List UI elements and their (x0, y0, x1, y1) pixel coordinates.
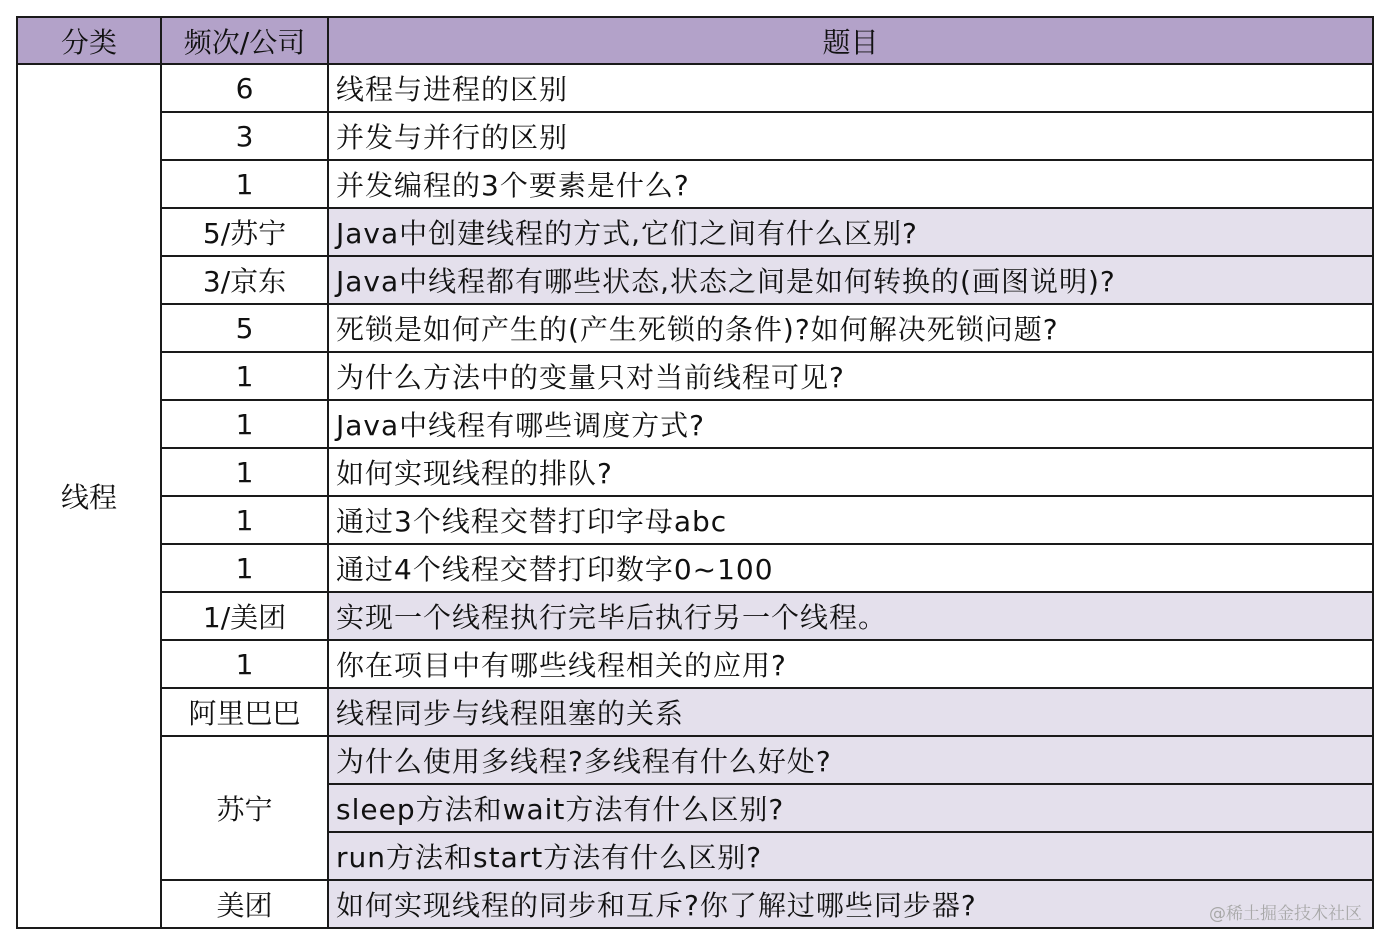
question-cell: Java中线程都有哪些状态,状态之间是如何转换的(画图说明)? (328, 256, 1373, 304)
table-row (17, 256, 1373, 304)
table-row (17, 544, 1373, 592)
table-row (17, 736, 1373, 784)
question-cell: 通过4个线程交替打印数字0~100 (328, 544, 1373, 592)
table-row (17, 448, 1373, 496)
question-cell: 线程同步与线程阻塞的关系 (328, 688, 1373, 736)
table-row (17, 400, 1373, 448)
question-cell: 为什么使用多线程?多线程有什么好处? (328, 736, 1373, 784)
question-cell: 并发与并行的区别 (328, 112, 1373, 160)
frequency-cell: 1/美团 (161, 592, 328, 640)
frequency-cell: 5/苏宁 (161, 208, 328, 256)
header-row (17, 17, 1373, 64)
header-question: 题目 (328, 17, 1373, 64)
frequency-cell: 美团 (161, 880, 328, 928)
question-cell: Java中创建线程的方式,它们之间有什么区别? (328, 208, 1373, 256)
question-cell: 通过3个线程交替打印字母abc (328, 496, 1373, 544)
question-cell: 并发编程的3个要素是什么? (328, 160, 1373, 208)
frequency-cell: 1 (161, 352, 328, 400)
question-cell: 死锁是如何产生的(产生死锁的条件)?如何解决死锁问题? (328, 304, 1373, 352)
table-row (17, 304, 1373, 352)
frequency-cell: 5 (161, 304, 328, 352)
frequency-cell: 阿里巴巴 (161, 688, 328, 736)
table-row (17, 112, 1373, 160)
table-row (17, 880, 1373, 928)
question-cell: 线程与进程的区别 (328, 64, 1373, 112)
question-cell: sleep方法和wait方法有什么区别? (328, 784, 1373, 832)
table-row (17, 592, 1373, 640)
question-cell: 你在项目中有哪些线程相关的应用? (328, 640, 1373, 688)
header-category: 分类 (17, 17, 161, 64)
frequency-cell: 6 (161, 64, 328, 112)
table-row (17, 64, 1373, 112)
category-cell: 线程 (17, 64, 161, 928)
question-cell: 如何实现线程的同步和互斥?你了解过哪些同步器? (328, 880, 1373, 928)
table-row (17, 688, 1373, 736)
question-cell: 为什么方法中的变量只对当前线程可见? (328, 352, 1373, 400)
table-row (17, 160, 1373, 208)
question-cell: Java中线程有哪些调度方式? (328, 400, 1373, 448)
question-cell: 实现一个线程执行完毕后执行另一个线程。 (328, 592, 1373, 640)
frequency-cell: 1 (161, 400, 328, 448)
question-cell: run方法和start方法有什么区别? (328, 832, 1373, 880)
frequency-cell: 1 (161, 448, 328, 496)
frequency-cell: 1 (161, 544, 328, 592)
frequency-cell: 苏宁 (161, 736, 328, 880)
table-row (17, 496, 1373, 544)
frequency-cell: 1 (161, 496, 328, 544)
frequency-cell: 3 (161, 112, 328, 160)
frequency-cell: 1 (161, 160, 328, 208)
question-cell: 如何实现线程的排队? (328, 448, 1373, 496)
table-row (17, 352, 1373, 400)
watermark: @稀土掘金技术社区 (1209, 904, 1362, 924)
table-row (17, 208, 1373, 256)
frequency-cell: 1 (161, 640, 328, 688)
header-frequency: 频次/公司 (161, 17, 328, 64)
question-table (16, 16, 1374, 929)
table-row (17, 640, 1373, 688)
frequency-cell: 3/京东 (161, 256, 328, 304)
